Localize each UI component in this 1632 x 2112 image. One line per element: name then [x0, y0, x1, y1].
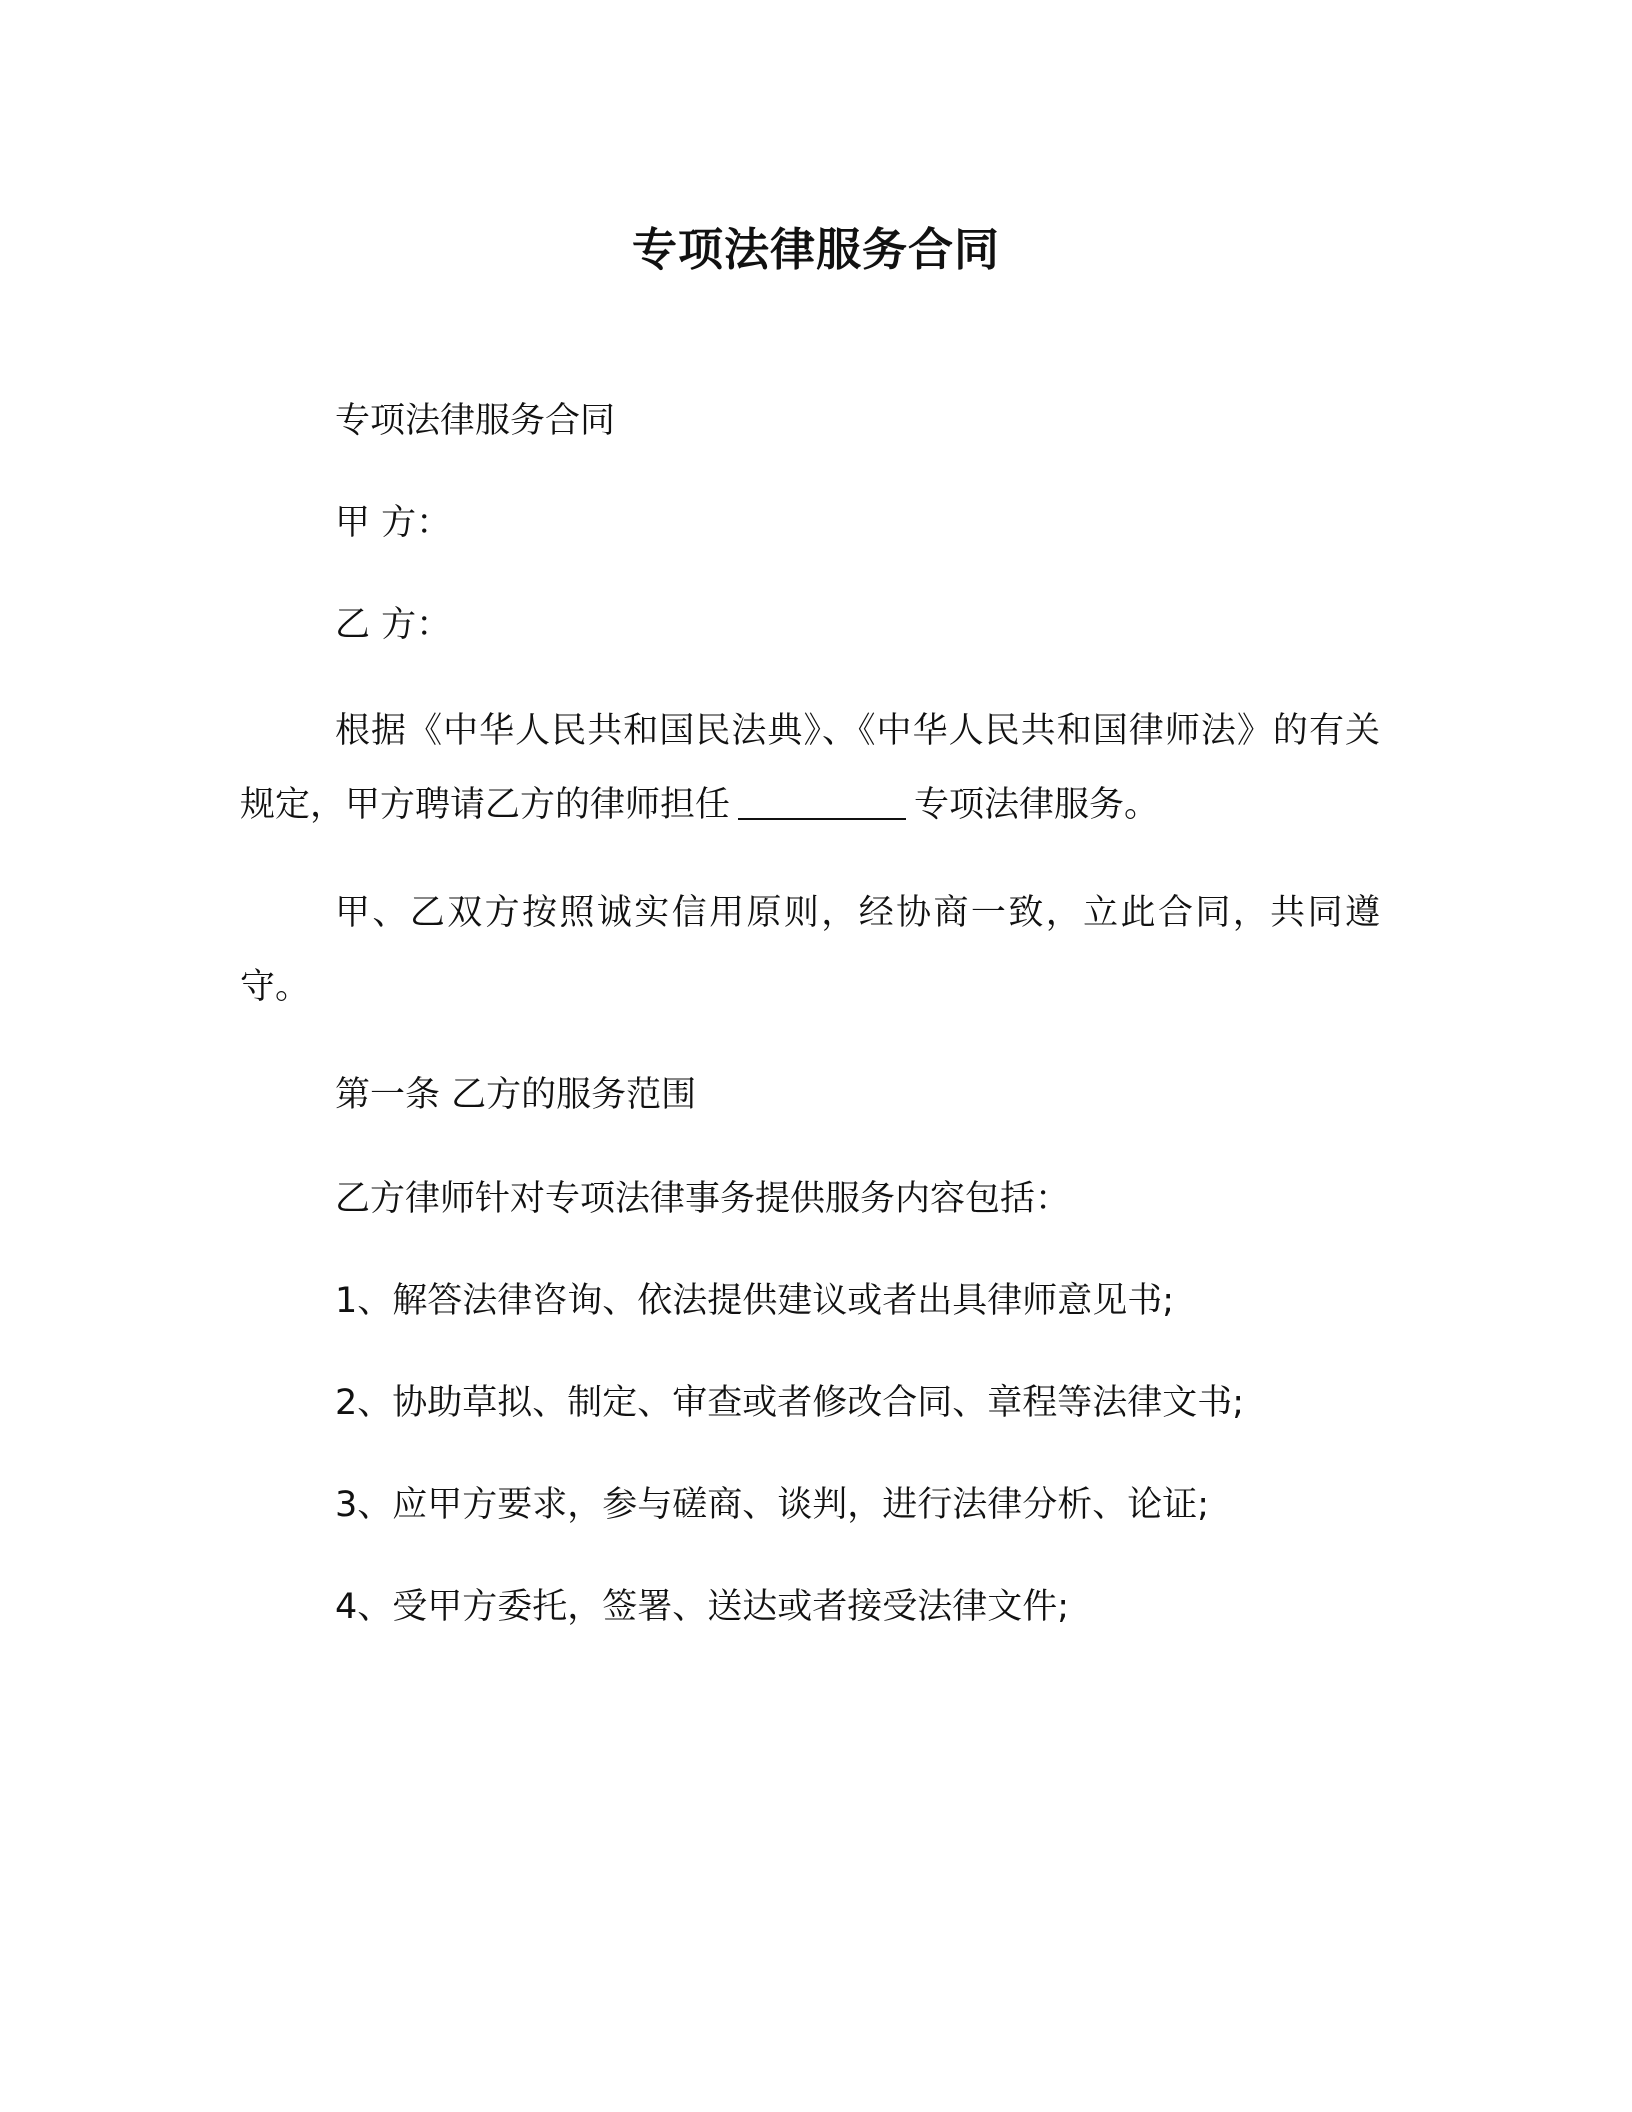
contract-subtitle: 专项法律服务合同 — [335, 401, 616, 441]
service-item-1: 1、解答法律咨询、依法提供建议或者出具律师意见书; — [335, 1281, 1175, 1321]
party-a-line: 甲 方： — [335, 503, 452, 543]
service-item-2: 2、协助草拟、制定、审查或者修改合同、章程等法律文书; — [335, 1383, 1245, 1423]
preamble-text-start: 根据《中华人民共和国民法典》、《中华人民共和国律师法》的有关规定，甲方聘请乙方的律师担任 — [240, 711, 1380, 825]
agreement-paragraph: 甲、乙双方按照诚实信用原则，经协商一致，立此合同，共同遵守。 — [240, 893, 1380, 1007]
preamble-text-end: 专项法律服务。 — [914, 785, 1160, 825]
party-b-line: 乙 方： — [335, 605, 452, 645]
service-name-blank — [738, 784, 906, 820]
service-item-3: 3、应甲方要求，参与磋商、谈判，进行法律分析、论证; — [335, 1485, 1210, 1525]
preamble-paragraph — [240, 694, 1380, 842]
document-title: 专项法律服务合同 — [631, 223, 1000, 276]
article-1-intro: 乙方律师针对专项法律事务提供服务内容包括： — [335, 1179, 1071, 1219]
article-1-heading: 第一条 乙方的服务范围 — [335, 1075, 697, 1115]
service-item-4: 4、受甲方委托，签署、送达或者接受法律文件; — [335, 1587, 1070, 1627]
